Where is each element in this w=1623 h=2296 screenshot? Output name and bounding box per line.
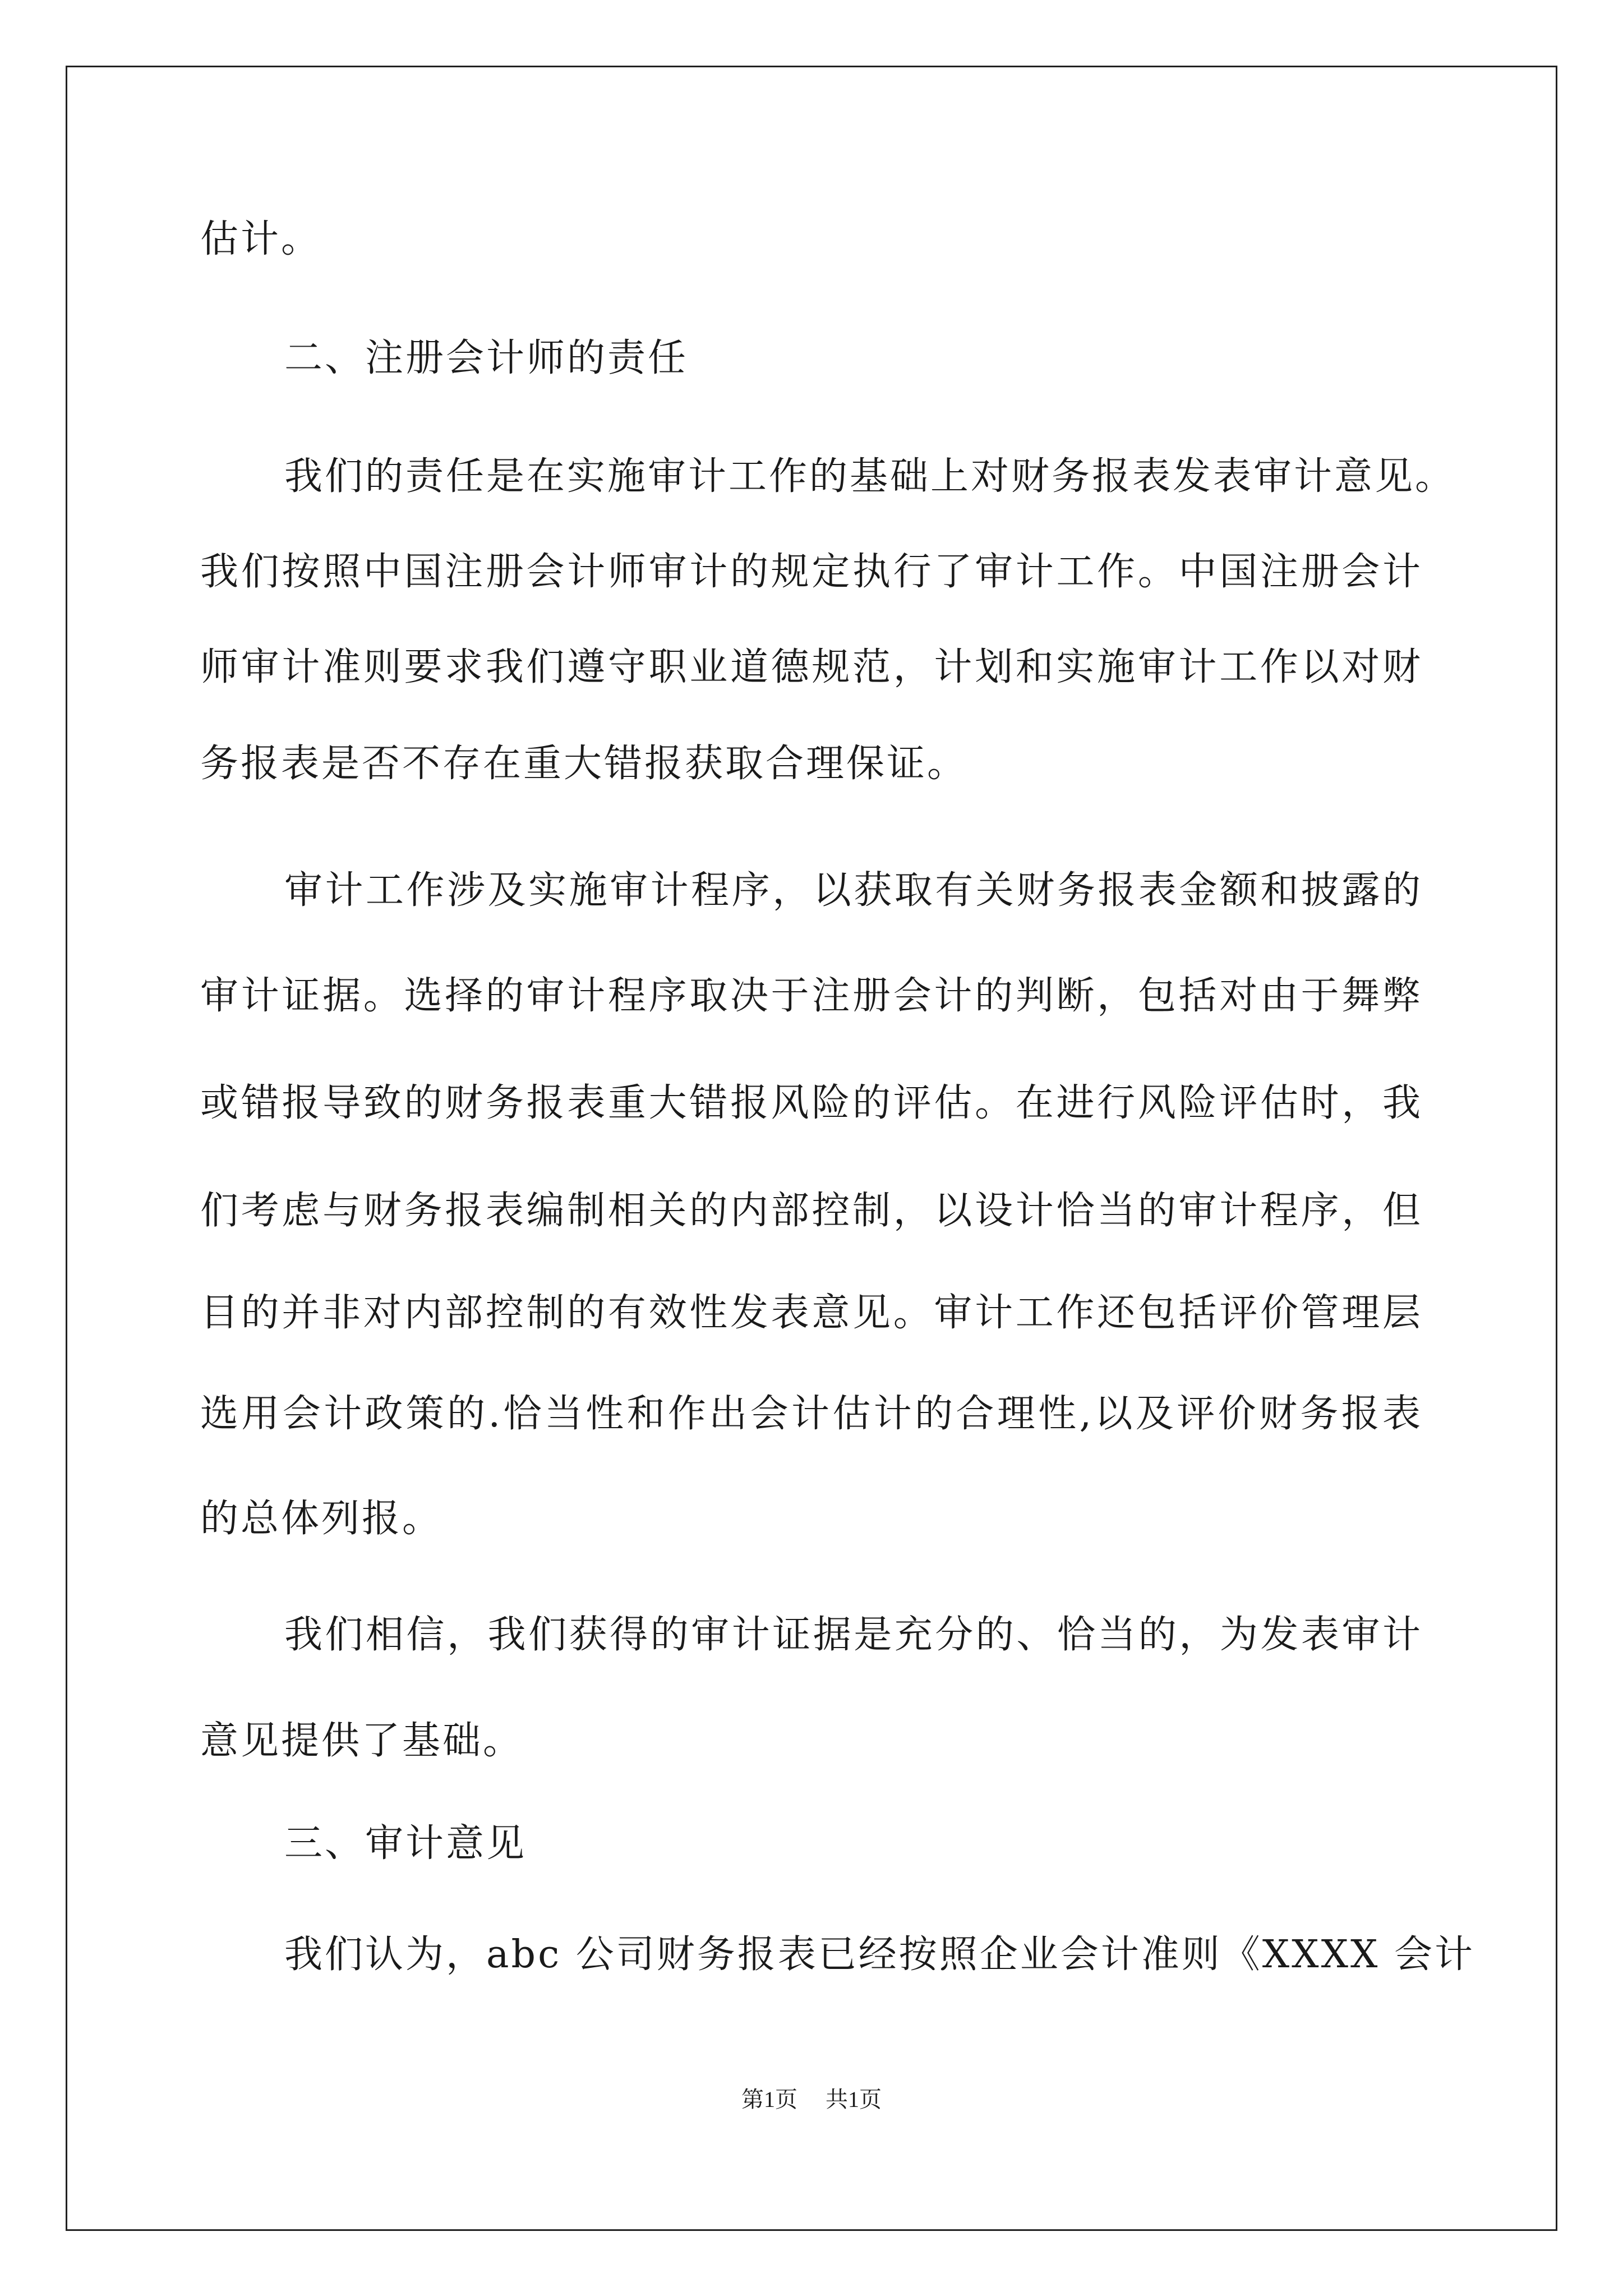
text-line: 们考虑与财务报表编制相关的内部控制，以设计恰当的审计程序，但	[200, 1189, 1423, 1233]
page-footer	[0, 2083, 1623, 2116]
section-heading: 二、注册会计师的责任	[284, 336, 689, 380]
text-line: 的总体列报。	[200, 1497, 443, 1541]
section-heading: 三、审计意见	[284, 1821, 527, 1866]
text-line: 估计。	[200, 217, 322, 261]
text-line: 目的并非对内部控制的有效性发表意见。审计工作还包括评价管理层	[200, 1291, 1423, 1335]
text-line: 我们的责任是在实施审计工作的基础上对财务报表发表审计意见。	[284, 454, 1456, 499]
text-line: 师审计准则要求我们遵守职业道德规范，计划和实施审计工作以对财	[200, 645, 1423, 689]
text-line: 我们按照中国注册会计师审计的规定执行了审计工作。中国注册会计	[200, 550, 1423, 594]
text-line: 务报表是否不存在重大错报获取合理保证。	[200, 742, 968, 786]
page-total: 共1页	[826, 2087, 882, 2112]
text-line: 审计证据。选择的审计程序取决于注册会计的判断，包括对由于舞弊	[200, 974, 1423, 1018]
text-line: 我们相信，我们获得的审计证据是充分的、恰当的，为发表审计	[284, 1613, 1423, 1657]
page-border	[66, 66, 1557, 2231]
text-line: 意见提供了基础。	[200, 1719, 524, 1763]
page-number: 第1页	[741, 2087, 797, 2112]
text-line: 或错报导致的财务报表重大错报风险的评估。在进行风险评估时，我	[200, 1081, 1423, 1125]
text-line: 选用会计政策的.恰当性和作出会计估计的合理性,以及评价财务报表	[200, 1392, 1423, 1436]
text-line: 审计工作涉及实施审计程序，以获取有关财务报表金额和披露的	[284, 868, 1423, 913]
text-line: 我们认为，abc 公司财务报表已经按照企业会计准则《XXXX 会计	[284, 1932, 1476, 1977]
